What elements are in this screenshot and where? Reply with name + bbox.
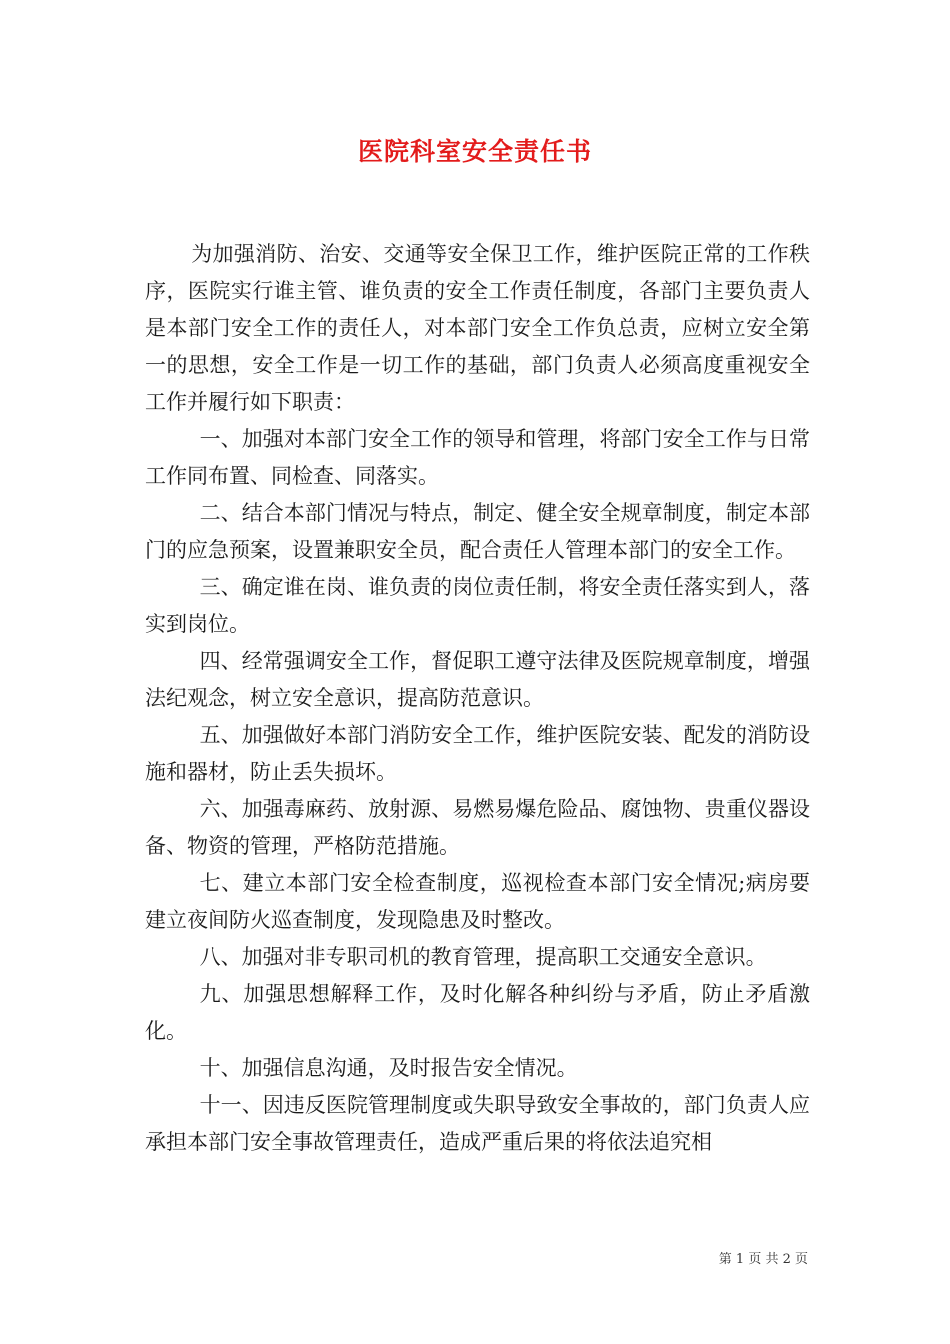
page-number: 第 1 页 共 2 页 — [718, 1252, 808, 1267]
duty-item-9: 九、加强思想解释工作，及时化解各种纠纷与矛盾，防止矛盾激化。 — [145, 982, 810, 1043]
duty-item-6: 六、加强毒麻药、放射源、易燃易爆危险品、腐蚀物、贵重仪器设备、物资的管理，严格防范措施。 — [145, 797, 810, 858]
document-body — [145, 236, 810, 1161]
duty-item-4: 四、经常强调安全工作，督促职工遵守法律及医院规章制度，增强法纪观念，树立安全意识，提高防范意识。 — [145, 649, 810, 710]
duty-item-7: 七、建立本部门安全检查制度，巡视检查本部门安全情况;病房要建立夜间防火巡查制度，发现隐患及时整改。 — [145, 871, 810, 932]
intro-paragraph: 为加强消防、治安、交通等安全保卫工作，维护医院正常的工作秩序，医院实行谁主管、谁负责的安全工作责任制度，各部门主要负责人是本部门安全工作的责任人，对本部门安全工作负总责，应树立安全第一的思想，安全工作是一切工作的基础，部门负责人必须高度重视安全工作并履行如下职责： — [145, 242, 810, 414]
duty-item-1: 一、加强对本部门安全工作的领导和管理，将部门安全工作与日常工作同布置、同检查、同落实。 — [145, 427, 810, 488]
duty-item-8: 八、加强对非专职司机的教育管理，提高职工交通安全意识。 — [199, 945, 767, 969]
duty-item-5: 五、加强做好本部门消防安全工作，维护医院安装、配发的消防设施和器材，防止丢失损坏。 — [145, 723, 810, 784]
duty-item-2: 二、结合本部门情况与特点，制定、健全安全规章制度，制定本部门的应急预案，设置兼职安全员，配合责任人管理本部门的安全工作。 — [145, 501, 810, 562]
duty-item-3: 三、确定谁在岗、谁负责的岗位责任制，将安全责任落实到人，落实到岗位。 — [145, 575, 810, 636]
duty-item-10: 十、加强信息沟通，及时报告安全情况。 — [199, 1056, 578, 1080]
document-title: 医院科室安全责任书 — [357, 137, 592, 166]
duty-item-11: 十一、因违反医院管理制度或失职导致安全事故的，部门负责人应承担本部门安全事故管理责任，造成严重后果的将依法追究相 — [145, 1093, 810, 1154]
